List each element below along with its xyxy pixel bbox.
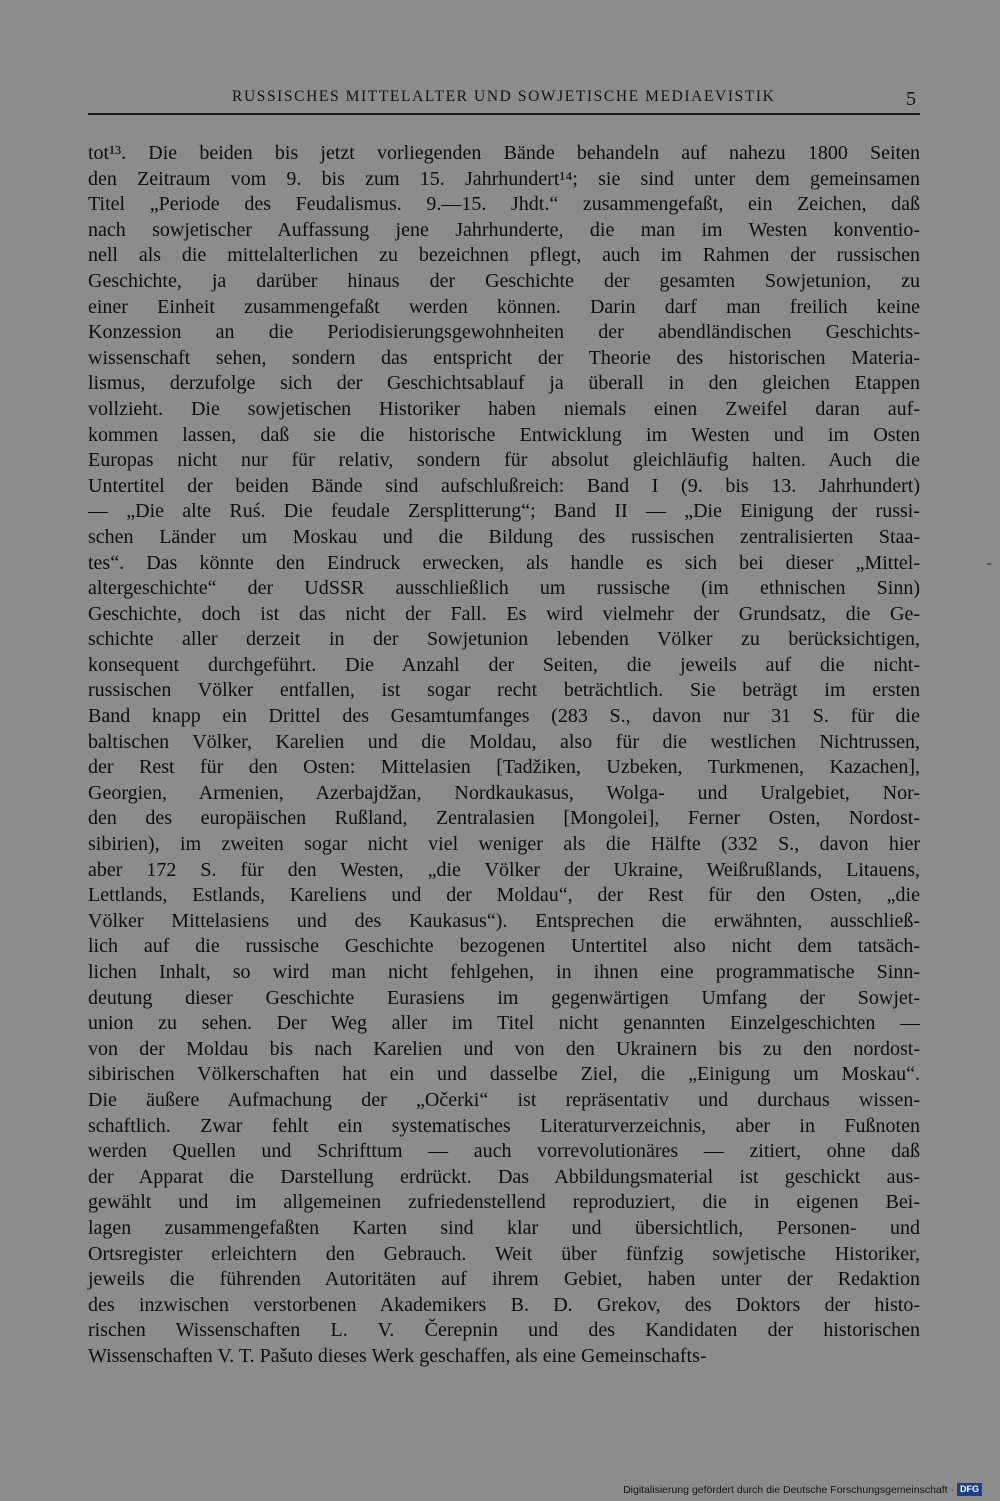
text-line: schichte aller derzeit in der Sowjetunion lebenden Völker zu berücksichtigen, bbox=[88, 628, 920, 651]
text-line: aber 172 S. für den Westen, „die Völker der Ukraine, Weißrußlands, Litauens, bbox=[88, 858, 920, 881]
footer bbox=[623, 1483, 982, 1496]
text-line: schaftlich. Zwar fehlt ein systematisches Literaturverzeichnis, aber in Fußnoten bbox=[88, 1114, 920, 1137]
text-line: rischen Wissenschaften L. V. Čerepnin und des Kandidaten der historischen bbox=[88, 1319, 920, 1342]
text-line: Untertitel der beiden Bände sind aufschlußreich: Band I (9. bis 13. Jahrhundert) bbox=[88, 474, 920, 497]
running-header-title: RUSSISCHES MITTELALTER UND SOWJETISCHE MEDIAEVISTIK bbox=[232, 88, 776, 105]
text-line: einer Einheit zusammengefaßt werden können. Darin darf man freilich keine bbox=[88, 295, 920, 318]
text-line: Die äußere Aufmachung der „Očerki“ ist repräsentativ und durchaus wissen- bbox=[88, 1088, 920, 1111]
text-line: lich auf die russische Geschichte bezogenen Untertitel also nicht dem tatsäch- bbox=[88, 935, 920, 958]
text-line: lagen zusammengefaßten Karten sind klar und übersichtlich, Personen- und bbox=[88, 1216, 920, 1239]
text-line: Europas nicht nur für relativ, sondern für absolut gleichläufig halten. Auch die bbox=[88, 449, 920, 472]
text-line: wissenschaft sehen, sondern das entspricht der Theorie des historischen Materia- bbox=[88, 346, 920, 369]
text-line: schen Länder um Moskau und die Bildung des russischen zentralisierten Staa- bbox=[88, 525, 920, 548]
text-line: lismus, derzufolge sich der Geschichtsablauf ja überall in den gleichen Etappen bbox=[88, 372, 920, 395]
text-line: Ortsregister erleichtern den Gebrauch. Weit über fünfzig sowjetische Historiker, bbox=[88, 1242, 920, 1265]
text-line: sibirien), im zweiten sogar nicht viel weniger als die Hälfte (332 S., davon hier bbox=[88, 833, 920, 856]
page-number: 5 bbox=[906, 88, 916, 110]
text-line: union zu sehen. Der Weg aller im Titel nicht genannten Einzelgeschichten — bbox=[88, 1012, 920, 1035]
header-rule bbox=[88, 113, 920, 115]
text-line: von der Moldau bis nach Karelien und von den Ukrainern bis zu den nordost- bbox=[88, 1037, 920, 1060]
text-line: Georgien, Armenien, Azerbajdžan, Nordkaukasus, Wolga- und Uralgebiet, Nor- bbox=[88, 781, 920, 804]
dfg-logo: DFG bbox=[957, 1483, 982, 1496]
text-line: baltischen Völker, Karelien und die Moldau, also für die westlichen Nichtrussen, bbox=[88, 730, 920, 753]
text-line: Lettlands, Estlands, Kareliens und der Moldau“, der Rest für den Osten, „die bbox=[88, 884, 920, 907]
text-line: vollzieht. Die sowjetischen Historiker haben niemals einen Zweifel daran auf- bbox=[88, 397, 920, 420]
text-line: lichen Inhalt, so wird man nicht fehlgehen, in ihnen eine programmatische Sinn- bbox=[88, 961, 920, 983]
text-line: werden Quellen und Schrifttum — auch vorrevolutionäres — zitiert, ohne daß bbox=[88, 1140, 920, 1163]
text-line: gewählt und im allgemeinen zufriedenstellend reproduziert, die in eigenen Bei- bbox=[88, 1191, 920, 1214]
text-line: den Zeitraum vom 9. bis zum 15. Jahrhundert¹⁴; sie sind unter dem gemeinsamen bbox=[88, 167, 920, 190]
text-line: — „Die alte Ruś. Die feudale Zersplitterung“; Band II — „Die Einigung der russi- bbox=[88, 500, 920, 523]
text-line: konsequent durchgeführt. Die Anzahl der Seiten, die jeweils auf die nicht- bbox=[88, 653, 920, 676]
text-line: der Rest für den Osten: Mittelasien [Tadžiken, Uzbeken, Turkmenen, Kazachen], bbox=[88, 756, 920, 779]
text-line: Titel „Periode des Feudalismus. 9.—15. Jhdt.“ zusammengefaßt, ein Zeichen, daß bbox=[88, 193, 920, 216]
text-line: Band knapp ein Drittel des Gesamtumfanges (283 S., davon nur 31 S. für die bbox=[88, 705, 920, 728]
text-line: altergeschichte“ der UdSSR ausschließlich um russische (im ethnischen Sinn) bbox=[88, 577, 920, 600]
text-line: den des europäischen Rußland, Zentralasien [Mongolei], Ferner Osten, Nordost- bbox=[88, 807, 920, 830]
footer-credit: Digitalisierung gefördert durch die Deutsche Forschungsgemeinschaft · bbox=[623, 1483, 954, 1496]
text-line: nell als die mittelalterlichen zu bezeichnen pflegt, auch im Rahmen der russischen bbox=[88, 244, 920, 267]
body-text bbox=[88, 141, 920, 1370]
text-line: Geschichte, ja darüber hinaus der Geschichte der gesamten Sowjetunion, zu bbox=[88, 269, 920, 292]
text-line: tot¹³. Die beiden bis jetzt vorliegenden Bände behandeln auf nahezu 1800 Seiten bbox=[88, 142, 920, 164]
text-line: Völker Mittelasiens und des Kaukasus“). Entsprechen die erwähnten, ausschließ- bbox=[88, 909, 920, 932]
text-line: jeweils die führenden Autoritäten auf ihrem Gebiet, haben unter der Redaktion bbox=[88, 1268, 920, 1291]
text-line: des inzwischen verstorbenen Akademikers B. D. Grekov, des Doktors der histo- bbox=[88, 1293, 920, 1316]
text-line: kommen lassen, daß sie die historische Entwicklung im Westen und im Osten bbox=[88, 423, 920, 446]
text-line: nach sowjetischer Auffassung jene Jahrhunderte, die man im Westen konventio- bbox=[88, 218, 920, 241]
text-line: sibirischen Völkerschaften hat ein und dasselbe Ziel, die „Einigung um Moskau“. bbox=[88, 1063, 920, 1086]
text-line: Wissenschaften V. T. Pašuto dieses Werk geschaffen, als eine Gemeinschafts- bbox=[88, 1344, 707, 1367]
text-line: russischen Völker entfallen, ist sogar recht beträchtlich. Sie beträgt im ersten bbox=[88, 679, 920, 702]
margin-mark: - bbox=[987, 556, 992, 571]
text-line: tes“. Das könnte den Eindruck erwecken, als handle es sich bei dieser „Mittel- bbox=[88, 551, 920, 574]
text-line: deutung dieser Geschichte Eurasiens im gegenwärtigen Umfang der Sowjet- bbox=[88, 986, 920, 1009]
text-line: der Apparat die Darstellung erdrückt. Das Abbildungsmaterial ist geschickt aus- bbox=[88, 1165, 920, 1188]
text-line: Konzession an die Periodisierungsgewohnheiten der abendländischen Geschichts- bbox=[88, 321, 920, 344]
text-line: Geschichte, doch ist das nicht der Fall. Es wird vielmehr der Grundsatz, die Ge- bbox=[88, 602, 920, 625]
